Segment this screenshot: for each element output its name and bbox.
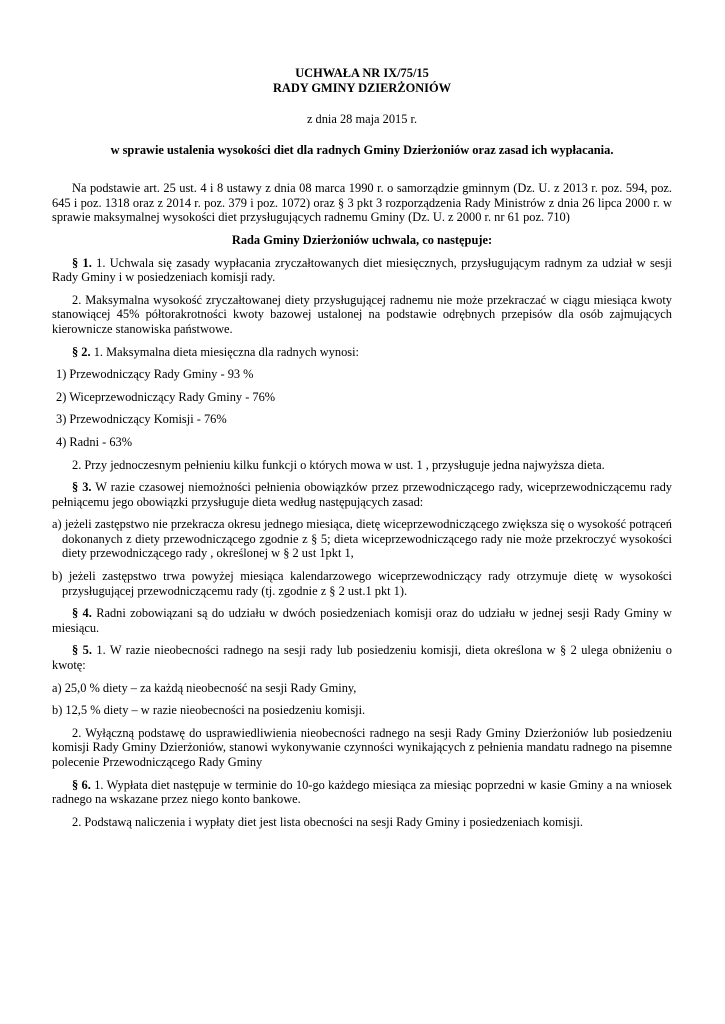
par4-p1-text: Radni zobowiązani są do udziału w dwóch posiedzeniach komisji oraz do udziału w jednej sesji Rady Gminy w miesiącu.: [52, 606, 672, 635]
list-item: 1) Przewodniczący Rady Gminy - 93 %: [56, 367, 254, 382]
resolution-intro: Rada Gminy Dzierżoniów uchwala, co następuje:: [231, 232, 493, 247]
list-item: 2) Wiceprzewodniczący Rady Gminy - 76%: [56, 389, 276, 404]
par5-point-a: a) 25,0 % diety – za każdą nieobecność na sesji Rady Gminy,: [52, 680, 357, 695]
list-item: 4) Radni - 63%: [56, 434, 133, 449]
par6-p2: 2. Podstawą naliczenia i wypłaty diet jest lista obecności na sesji Rady Gminy i posiedzeniach komisji.: [72, 814, 584, 829]
par1-p2: 2. Maksymalna wysokość zryczałtowanej diety przysługującej radnemu nie może przekraczać w ciągu miesiąca kwoty stanowiącej 45% półtorakrotności kwoty bazowej ustalonej na podstawie odrębnych przepisów dla osób zajmujących kierownicze stanowiska państwowe.: [52, 292, 672, 336]
par3-point-a: a) jeżeli zastępstwo nie przekracza okresu jednego miesiąca, dietę wiceprzewodniczącego zwiększa się o wysokość potrąceń dokonanych z diety przewodniczącego zgodnie z § 5; dieta wiceprzewodniczącego rady nie może przekroczyć wysokości diety przewodniczącego rady , określonej w § 2 ust 1pkt 1,: [52, 517, 672, 561]
resolution-title: UCHWAŁA NR IX/75/15: [295, 66, 429, 80]
resolution-subject: w sprawie ustalenia wysokości diet dla radnych Gminy Dzierżoniów oraz zasad ich wypłacania.: [110, 142, 614, 157]
par5-p2: 2. Wyłączną podstawę do usprawiedliwienia nieobecności radnego na sesji Rady Gminy Dzierżoniów lub posiedzeniu komisji Rady Gminy Dzierżoniów, stanowi wykonywanie czynności wynikających z pełnienia mandatu radnego na pisemne polecenie Przewodniczącego Rady Gminy: [52, 725, 672, 769]
par2-label: § 2.: [72, 344, 91, 359]
par6-label: § 6.: [72, 777, 91, 792]
par5-label: § 5.: [72, 643, 92, 658]
par1-p1-text: 1. Uchwala się zasady wypłacania zryczałtowanych diet miesięcznych, przysługującym radnym za udział w sesji Rady Gminy i w posiedzeniach komisji rady.: [52, 255, 672, 285]
resolution-date: z dnia 28 maja 2015 r.: [306, 112, 418, 126]
par3-point-b: b) jeżeli zastępstwo trwa powyżej miesiąca kalendarzowego wiceprzewodniczący rady otrzymuje dietę w wysokości przysługującej przewodniczącemu rady (tj. zgodnie z § 2 ust.1 pkt 1).: [52, 569, 672, 598]
par1-label: § 1.: [72, 255, 92, 270]
par3-label: § 3.: [72, 480, 92, 495]
par3-p1: [52, 480, 672, 509]
par3-p1-text: W razie czasowej niemożności pełnienia obowiązków przez przewodniczącego rady, wiceprzewodniczącemu rady pełniącemu jego obowiązki przysługuje dieta według następujących zasad:: [52, 480, 672, 509]
par5-point-b: b) 12,5 % diety – w razie nieobecności na posiedzeniu komisji.: [52, 703, 366, 718]
par2-p1: [52, 345, 672, 360]
legal-basis: Na podstawie art. 25 ust. 4 i 8 ustawy z dnia 08 marca 1990 r. o samorządzie gminnym (Dz. U. z 2013 r. poz. 594, poz. 645 i poz. 1318 oraz z 2014 r. poz. 379 i poz. 1072) oraz § 3 pkt 3 rozporządzenia Rady Ministrów z dnia 26 lipca 2000 r. w sprawie maksymalnej wysokości diet przysługujących radnemu Gminy (Dz. U. z 2000 r. nr 61 poz. 710): [52, 181, 672, 225]
par5-p1-text: 1. W razie nieobecności radnego na sesji rady lub posiedzeniu komisji, dieta określona w § 2 ulega obniżeniu o kwotę:: [52, 643, 672, 673]
par2-p1-text: 1. Maksymalna dieta miesięczna dla radnych wynosi:: [90, 344, 359, 359]
par4-label: § 4.: [72, 606, 92, 621]
par5-p1: [52, 643, 672, 672]
par1-p1: [52, 256, 672, 285]
council-name: RADY GMINY DZIERŻONIÓW: [272, 81, 452, 95]
list-item: 3) Przewodniczący Komisji - 76%: [56, 412, 227, 427]
par2-p2: 2. Przy jednoczesnym pełnieniu kilku funkcji o których mowa w ust. 1 , przysługuje jedna najwyższa dieta.: [72, 457, 605, 472]
par4-p1: [52, 606, 672, 635]
document-page: [52, 66, 672, 829]
par6-p1-text: 1. Wypłata diet następuje w terminie do 10-go każdego miesiąca za miesiąc poprzedni w kasie Gminy a na wniosek radnego na wskazane przez niego konto bankowe.: [52, 777, 672, 807]
par6-p1: [52, 778, 672, 807]
